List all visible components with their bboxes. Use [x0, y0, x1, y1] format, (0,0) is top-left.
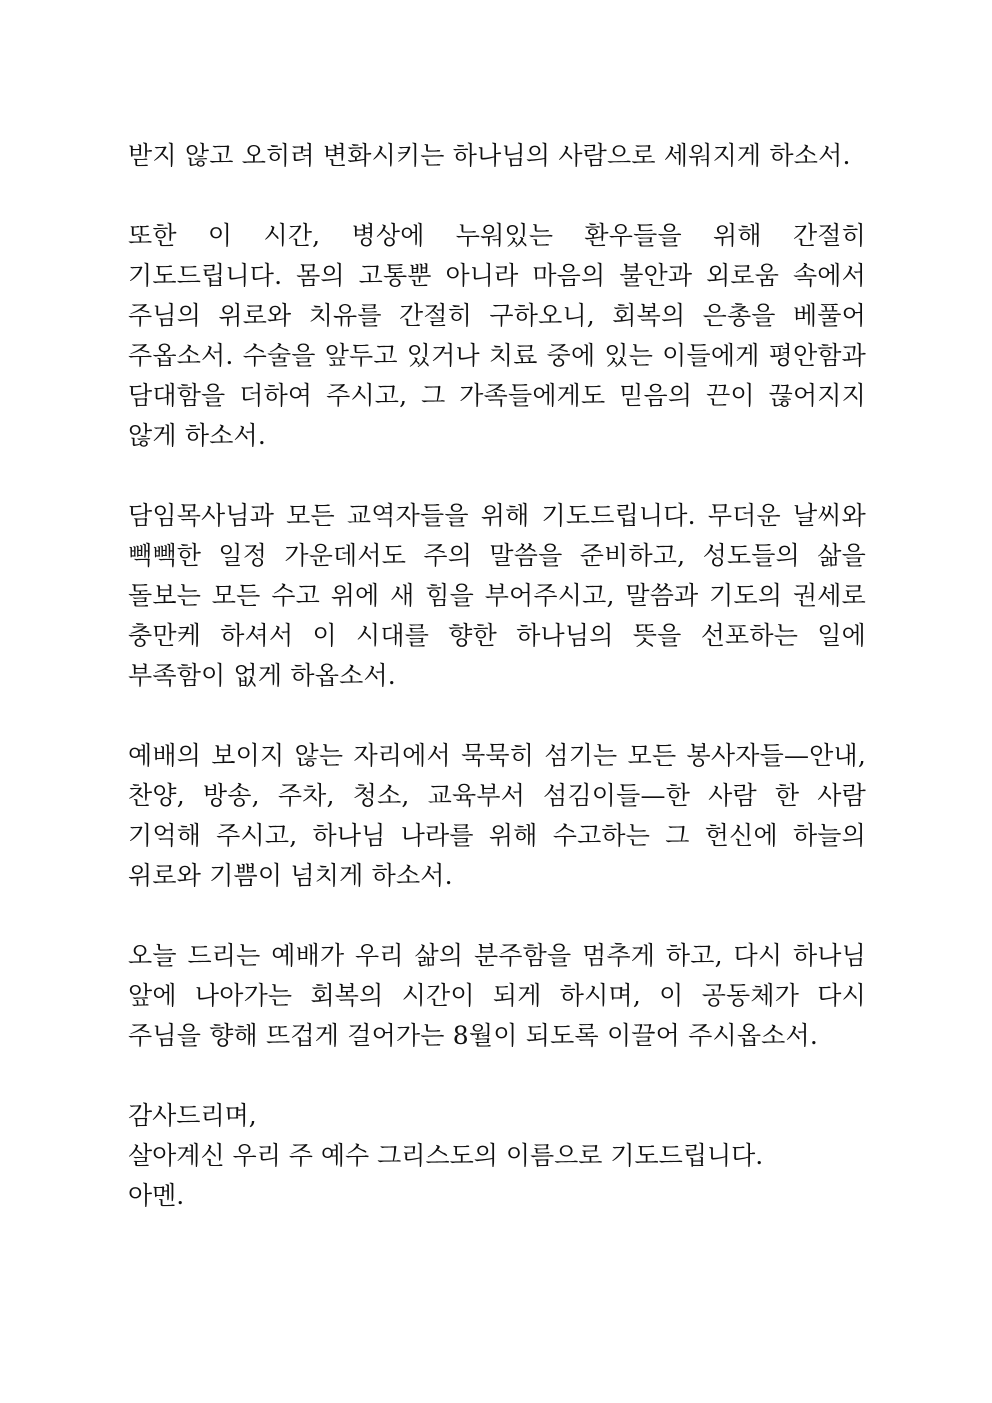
closing-amen: 아멘. [128, 1181, 185, 1210]
paragraph-continuation: 받지 않고 오히려 변화시키는 하나님의 사람으로 세워지게 하소서. [128, 141, 851, 170]
paragraph-worship: 오늘 드리는 예배가 우리 삶의 분주함을 멈추게 하고, 다시 하나님 앞에 나아가는 회복의 시간이 되게 하시며, 이 공동체가 다시 주님을 향해 뜨겁게 걸어가는 8월이 되도록 이끌어 주시옵소서. [128, 941, 866, 1050]
closing-thanks: 감사드리며, [128, 1101, 257, 1130]
paragraph-pastors: 담임목사님과 모든 교역자들을 위해 기도드립니다. 무더운 날씨와 빽빽한 일정 가운데서도 주의 말씀을 준비하고, 성도들의 삶을 돌보는 모든 수고 위에 새 힘을 부어주시고, 말씀과 기도의 권세로 충만케 하셔서 이 시대를 향한 하나님의 뜻을 선포하는 일에 부족함이 없게 하옵소서. [128, 501, 866, 690]
closing-prayer-line: 살아계신 우리 주 예수 그리스도의 이름으로 기도드립니다. [128, 1141, 764, 1170]
document-body [128, 136, 866, 1216]
paragraph-volunteers: 예배의 보이지 않는 자리에서 묵묵히 섬기는 모든 봉사자들—안내, 찬양, 방송, 주차, 청소, 교육부서 섬김이들—한 사람 한 사람 기억해 주시고, 하나님 나라를 위해 수고하는 그 헌신에 하늘의 위로와 기쁨이 넘치게 하소서. [128, 741, 866, 890]
closing-block [128, 1096, 866, 1216]
paragraph-patients: 또한 이 시간, 병상에 누워있는 환우들을 위해 간절히 기도드립니다. 몸의 고통뿐 아니라 마음의 불안과 외로움 속에서 주님의 위로와 치유를 간절히 구하오니, 회복의 은총을 베풀어 주옵소서. 수술을 앞두고 있거나 치료 중에 있는 이들에게 평안함과 담대함을 더하여 주시고, 그 가족들에게도 믿음의 끈이 끊어지지 않게 하소서. [128, 221, 866, 450]
